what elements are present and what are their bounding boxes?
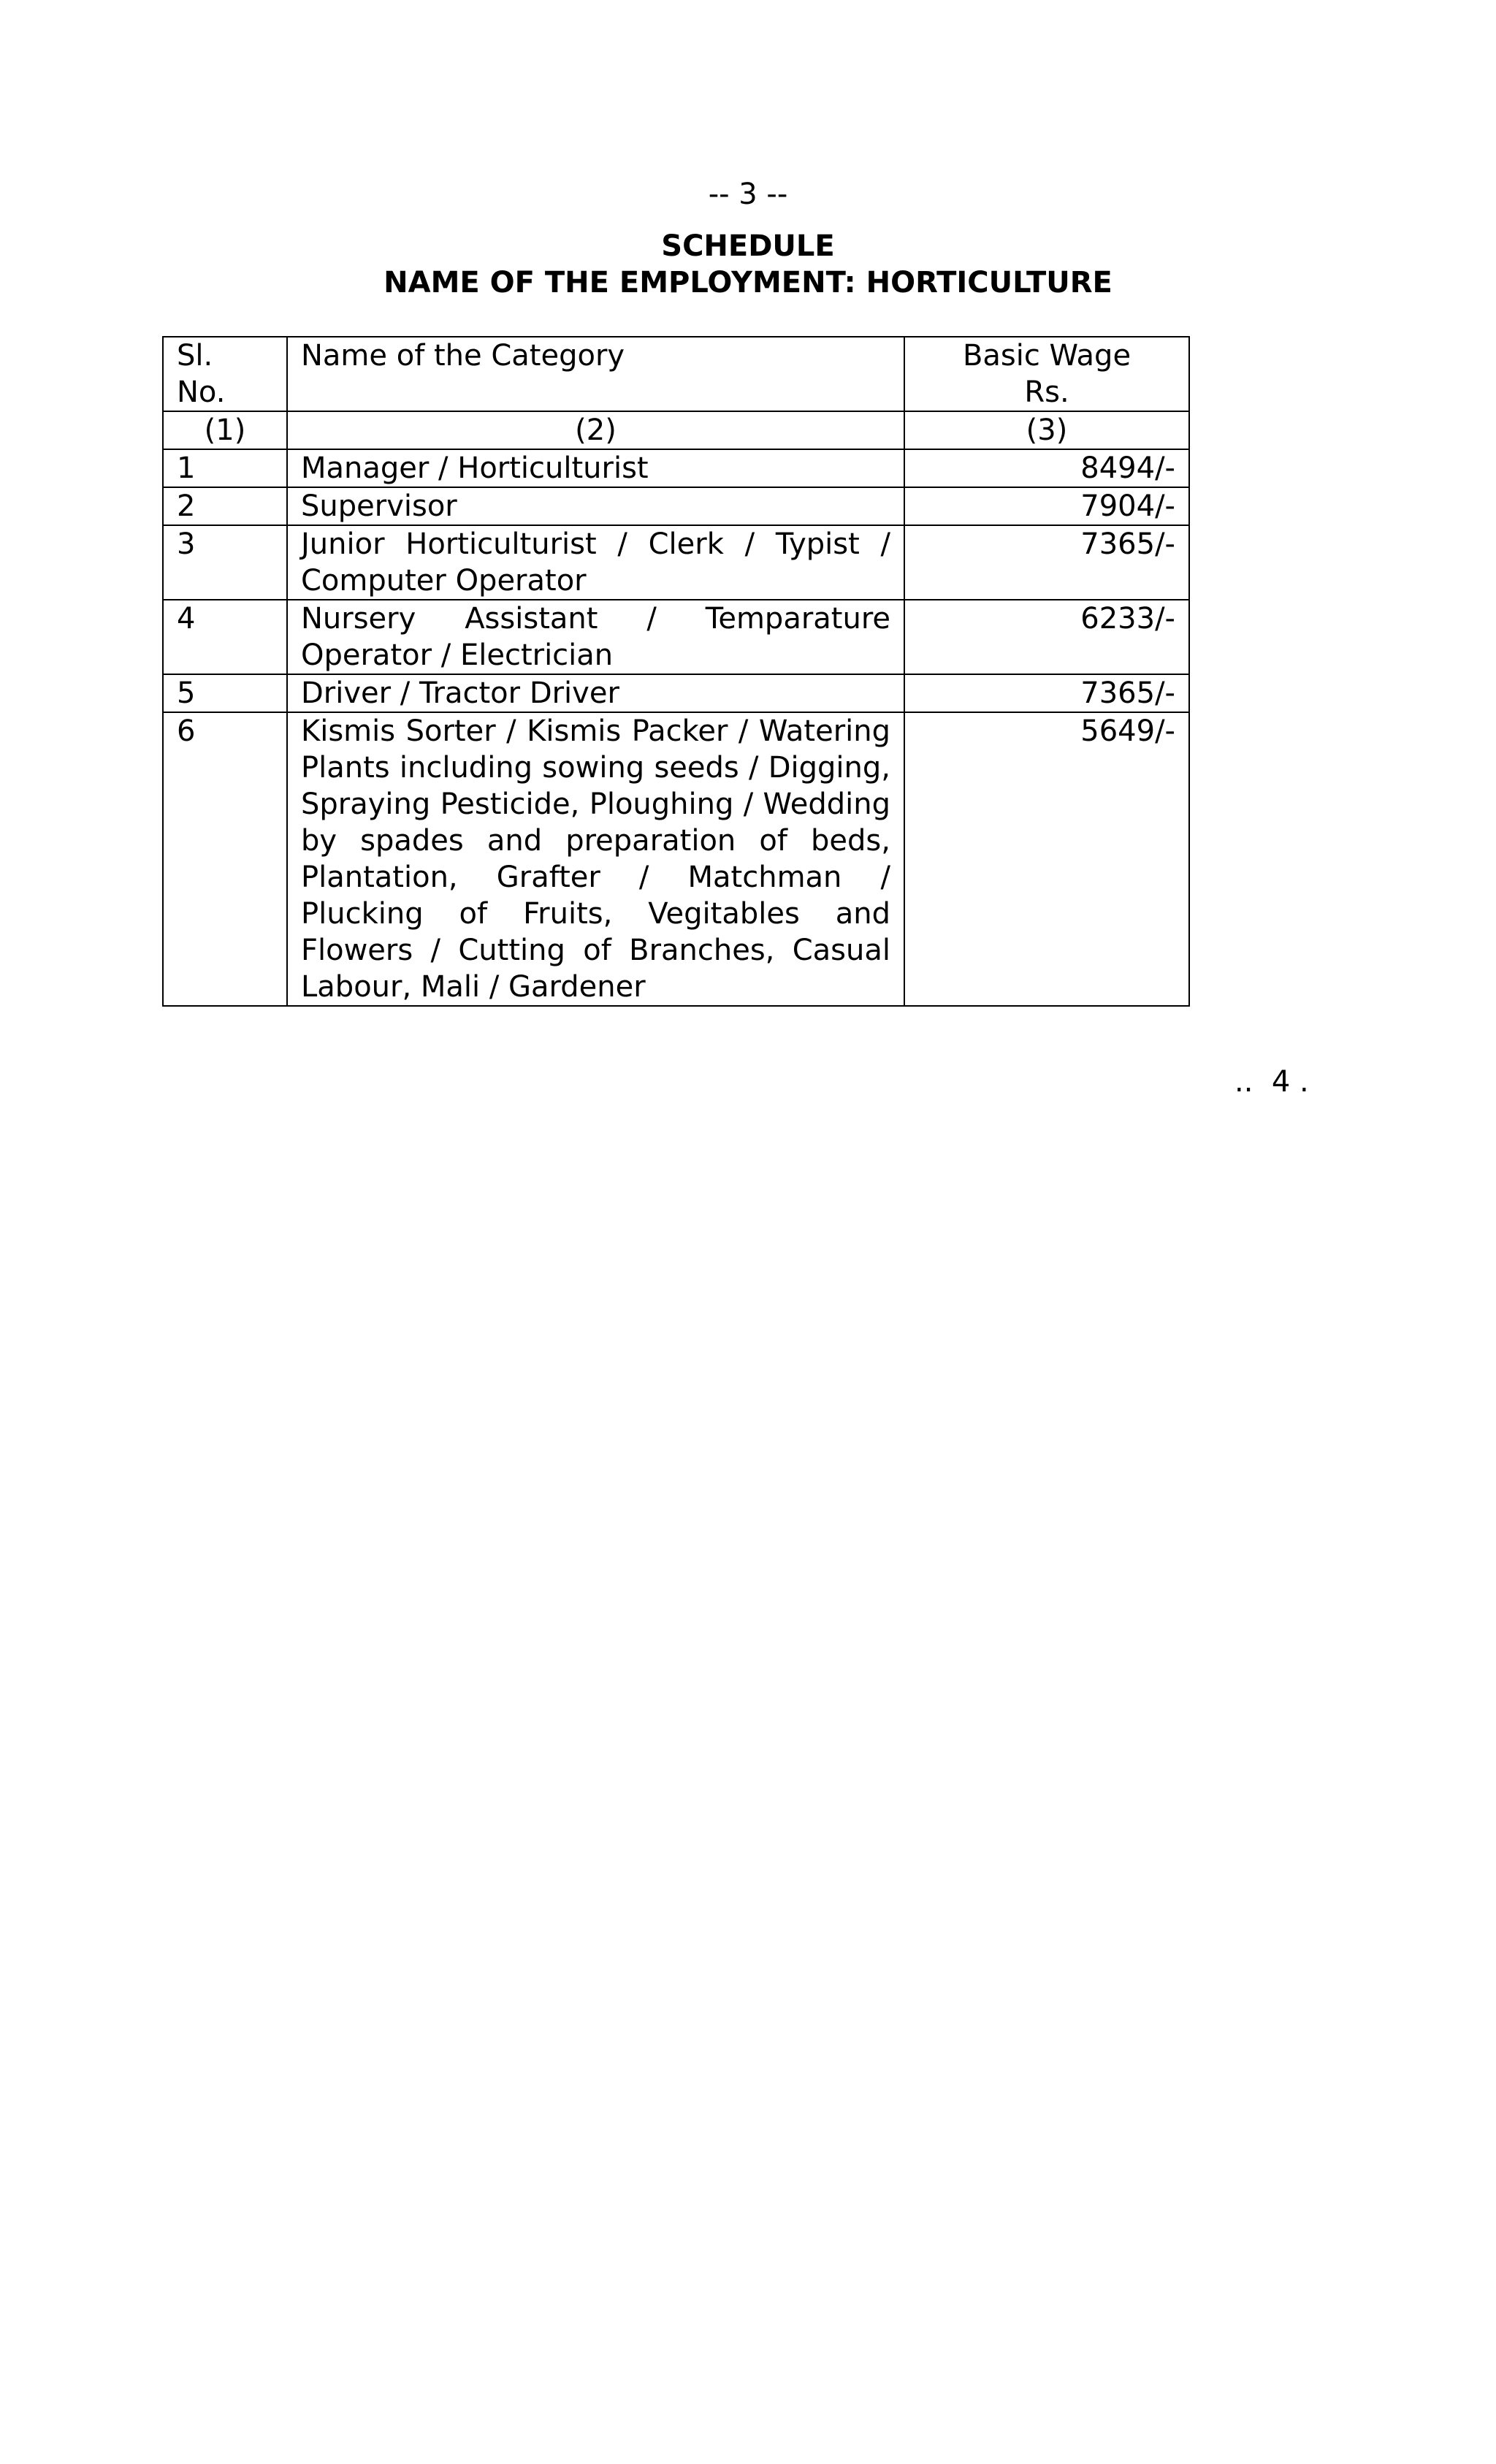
table-row [163,674,1189,712]
wage-cell: 7365/- [904,674,1189,712]
wage-table [162,336,1190,1007]
page-number: -- 3 -- [708,178,788,211]
wage-header [904,337,1189,411]
schedule-heading [0,228,1496,301]
category-cell: Driver / Tractor Driver [287,674,904,712]
table-row [163,487,1189,525]
wage-cell: 6233/- [904,600,1189,674]
sl-no-header-line2: No. [177,375,226,409]
schedule-title: SCHEDULE [661,229,835,263]
employment-name: NAME OF THE EMPLOYMENT: HORTICULTURE [383,266,1113,300]
category-cell: Kismis Sorter / Kismis Packer / Watering Plants including sowing seeds / Digging, Spraying Pesticide, Ploughing / Wedding by spades and preparation of beds, Plantation, Grafter / Matchman / Plucking of Fruits, Vegitables and Flowers / Cutting of Branches, Casual Labour, Mali / Gardener [287,712,904,1006]
table-row [163,525,1189,600]
sl-no-cell: 3 [163,525,287,600]
wage-cell: 5649/- [904,712,1189,1006]
wage-header-line1: Basic Wage [962,339,1131,373]
next-page-marker: .. 4 . [1234,1065,1309,1099]
wage-header-line2: Rs. [1024,375,1069,409]
sl-no-header [163,337,287,411]
sl-no-cell: 4 [163,600,287,674]
column-number: (3) [904,411,1189,449]
category-cell: Junior Horticulturist / Clerk / Typist / Computer Operator [287,525,904,600]
sl-no-header-line1: Sl. [177,339,213,373]
table-row [163,600,1189,674]
column-number: (1) [163,411,287,449]
wage-cell: 7365/- [904,525,1189,600]
wage-cell: 7904/- [904,487,1189,525]
column-number: (2) [287,411,904,449]
category-cell: Nursery Assistant / Temparature Operator / Electrician [287,600,904,674]
sl-no-cell: 6 [163,712,287,1006]
sl-no-cell: 1 [163,449,287,487]
sl-no-cell: 2 [163,487,287,525]
sl-no-cell: 5 [163,674,287,712]
wage-cell: 8494/- [904,449,1189,487]
category-header: Name of the Category [287,337,904,411]
category-cell: Manager / Horticulturist [287,449,904,487]
header-row [163,337,1189,411]
column-number-row [163,411,1189,449]
table-row [163,712,1189,1006]
table-row [163,449,1189,487]
category-cell: Supervisor [287,487,904,525]
